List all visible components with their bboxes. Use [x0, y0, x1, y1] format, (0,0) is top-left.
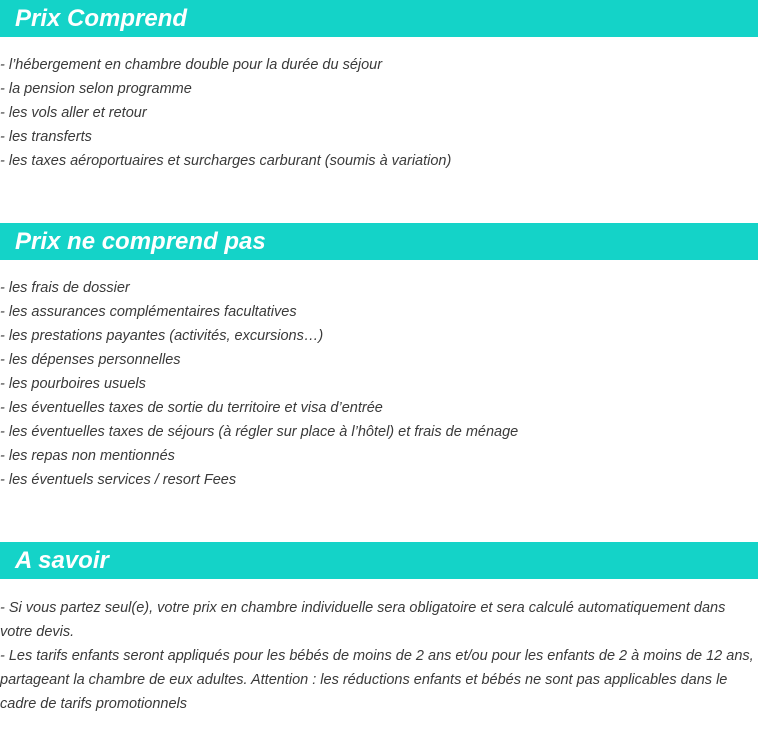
section-title-prix-ne-comprend-pas: Prix ne comprend pas — [0, 223, 758, 260]
excluded-item: - les frais de dossier — [0, 280, 130, 296]
included-item: - la pension selon programme — [0, 81, 192, 97]
excluded-item: - les repas non mentionnés — [0, 448, 175, 464]
excluded-item: - les éventuelles taxes de séjours (à régler sur place à l’hôtel) et frais de ménage — [0, 424, 519, 440]
excluded-item: - les éventuelles taxes de sortie du territoire et visa d’entrée — [0, 400, 383, 416]
included-item: - les transferts — [0, 129, 92, 145]
included-item: - les taxes aéroportuaires et surcharges carburant (soumis à variation) — [0, 153, 452, 169]
section-title-a-savoir: A savoir — [0, 542, 758, 579]
info-paragraph-child-rates: - Les tarifs enfants seront appliqués pour les bébés de moins de 2 ans et/ou pour les enfants de 2 à moins de 12 ans, partageant la chambre de eux adultes. Attention : les réductions enfants et bébés ne sont pas applicables dans le cadre de tarifs promotionnels — [0, 648, 754, 712]
excluded-item: - les éventuels services / resort Fees — [0, 472, 237, 488]
excluded-item: - les dépenses personnelles — [0, 352, 181, 368]
included-item: - les vols aller et retour — [0, 105, 147, 121]
excluded-item: - les pourboires usuels — [0, 376, 146, 392]
included-list — [0, 53, 758, 173]
included-item: - l’hébergement en chambre double pour la durée du séjour — [0, 57, 383, 73]
excluded-list — [0, 276, 758, 492]
excluded-item: - les prestations payantes (activités, excursions…) — [0, 328, 324, 344]
section-title-prix-comprend: Prix Comprend — [0, 0, 758, 37]
excluded-item: - les assurances complémentaires facultatives — [0, 304, 297, 320]
info-paragraph-single-room: - Si vous partez seul(e), votre prix en chambre individuelle sera obligatoire et sera calculé automatiquement dans votre devis. — [0, 600, 726, 640]
